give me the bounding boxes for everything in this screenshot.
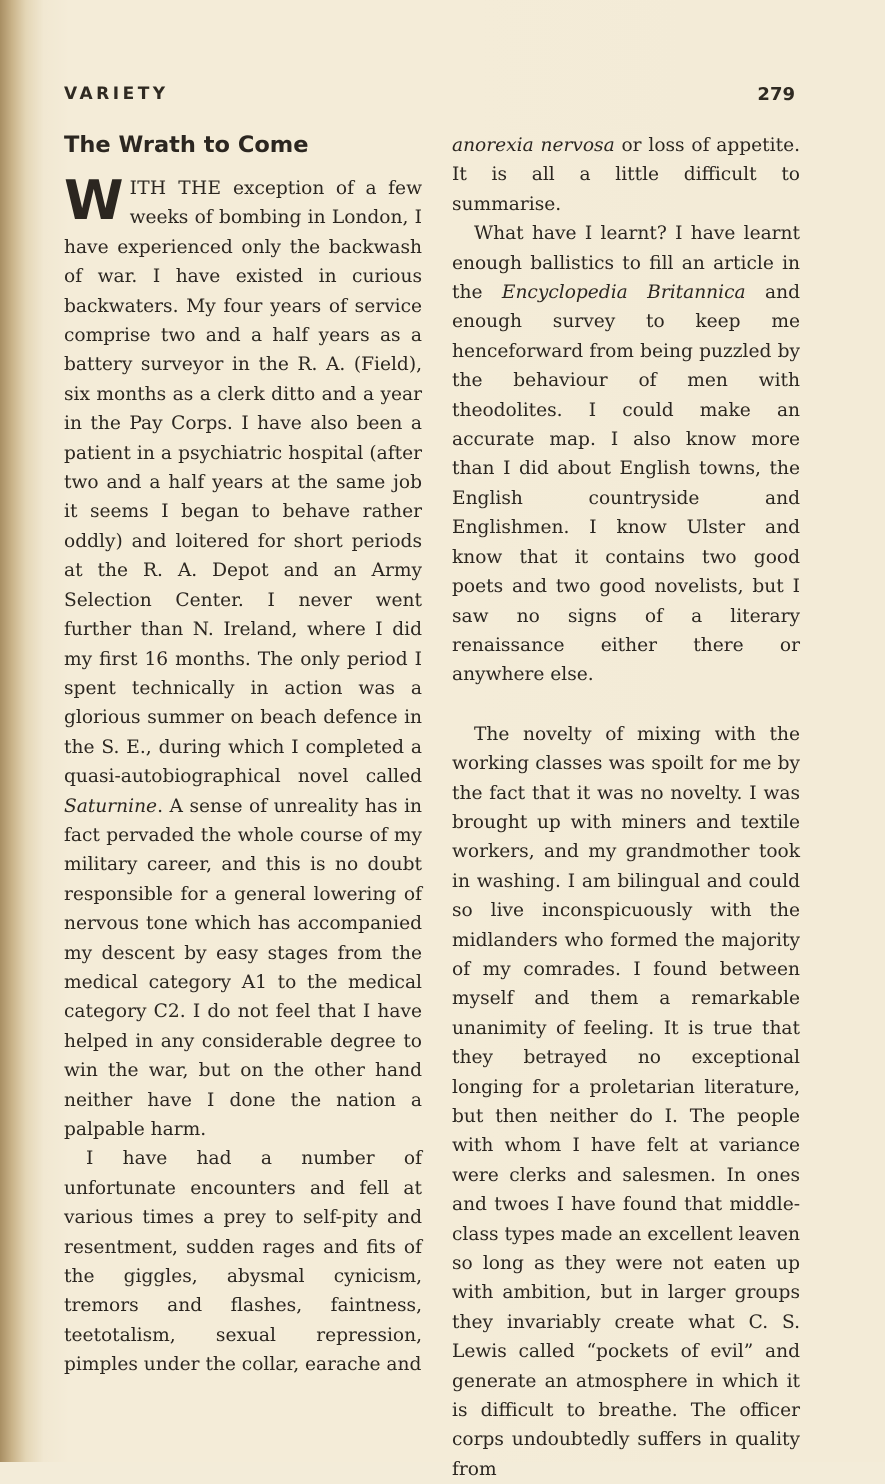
paragraph-2-text: I have had a number of unfortunate encounters and fell at various times a prey to self-pity and resentment, sudden rages and fits of the giggles, abysmal cynicism, tremors and flashes, faintness, teetotalism, sexual repression, pimples under the collar, earache and [64, 1148, 422, 1376]
paragraph-3 [452, 219, 800, 690]
drop-cap: W [64, 169, 124, 232]
paragraph-3-text: What have I learnt? I have learnt enough ballistics to fill an article in the [452, 223, 800, 304]
section-gap [452, 690, 800, 720]
paragraph-2 [64, 1144, 422, 1379]
paragraph-1-tail: . A sense of unreality has in fact pervaded the whole course of my military career, and this is no doubt responsible for a general lowering of nervous tone which has accompanied my descent by easy stages from the medical category A1 to the medical category C2. I do not feel that I have helped in any considerable degree to win the war, but on the other hand neither have I done the nation a palpable harm. [64, 795, 422, 1140]
encyclopedia-title: Encyclopedia Britannica [501, 282, 746, 304]
page-number: 279 [757, 84, 795, 105]
novel-title: Saturnine [64, 795, 158, 817]
left-column [64, 130, 422, 1380]
article-title: The Wrath to Come [64, 132, 309, 158]
paragraph-2-tail: or loss of appetite. It is all a little difficult to summarise. [452, 135, 800, 215]
lead-in-text: ITH THE [129, 178, 222, 199]
paragraph-1 [64, 169, 422, 1144]
paragraph-3-tail: and enough survey to keep me henceforward from being puzzled by the behaviour of men with theodolites. I could make an accurate map. I also know more than I did about English towns, the English countryside and Englishmen. I know Ulster and know that it contains two good poets and two good novelists, but I saw no signs of a literary renaissance either there or anywhere else. [452, 282, 800, 686]
right-column [452, 131, 800, 1484]
paragraph-2-continued [452, 131, 800, 219]
section-label: VARIETY [64, 84, 169, 104]
paragraph-4-text: The novelty of mixing with the working classes was spoilt for me by the fact that it was no novelty. I was brought up with miners and textile workers, and my grandmother took in washing. I am bilingual and could so live inconspicuously with the midlanders who formed the majority of my comrades. I found between myself and them a remarkable unanimity of feeling. It is true that they betrayed no exceptional longing for a proletarian literature, but then neither do I. The people with whom I have felt at variance were clerks and salesmen. In ones and twoes I have found that middle-class types made an excellent leaven so long as they were not eaten up with ambition, but in larger groups they invariably create what C. S. Lewis called “pockets of evil” and generate an atmosphere in which it is difficult to breathe. The officer corps undoubtedly suffers in quality from [452, 723, 800, 1480]
paragraph-4 [452, 720, 800, 1484]
paragraph-1-text: exception of a few weeks of bombing in London, I have experienced only the backwash of war. I have existed in curious backwaters. My four years of service comprise two and a half years as a battery surveyor in the R. A. (Field), six months as a clerk ditto and a year in the Pay Corps. I have also been a patient in a psychiatric hospital (after two and a half years at the same job it seems I began to behave rather oddly) and loitered for short periods at the R. A. Depot and an Army Selection Center. I never went further than N. Ireland, where I did my first 16 months. The only period I spent technically in action was a glorious summer on beach defence in the S. E., during which I completed a quasi-autobiographical novel called [64, 178, 422, 788]
anorexia-term: anorexia nervosa [452, 135, 615, 156]
running-header [64, 84, 795, 114]
